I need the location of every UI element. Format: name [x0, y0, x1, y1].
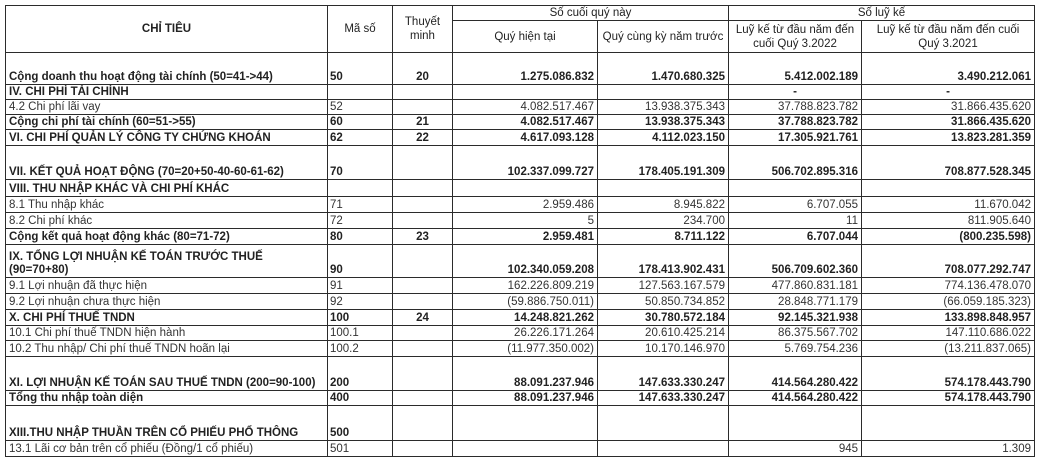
row-cum-2021: 1.309 — [862, 441, 1035, 457]
row-cum-2021: 811.905.640 — [862, 213, 1035, 229]
header-quarter-prev: Quý cùng kỳ năm trước — [598, 21, 729, 53]
row-cum-2022 — [729, 180, 862, 197]
row-cum-2021 — [862, 406, 1035, 441]
row-label: 9.2 Lợi nhuận chưa thực hiện — [6, 294, 328, 310]
table-row — [6, 130, 1035, 146]
row-quarter-current: (11.977.350.002) — [453, 341, 598, 357]
row-quarter-prev: 13.938.375.343 — [598, 100, 729, 115]
row-quarter-prev: 178.405.191.309 — [598, 146, 729, 180]
header-group-cumulative: Số luỹ kế — [729, 6, 1035, 21]
row-quarter-current: 14.248.821.262 — [453, 310, 598, 326]
row-quarter-prev: 4.112.023.150 — [598, 130, 729, 146]
row-code: 62 — [328, 130, 393, 146]
row-note: 23 — [393, 229, 453, 245]
table-row — [6, 341, 1035, 357]
row-code: 400 — [328, 391, 393, 406]
row-quarter-prev — [598, 406, 729, 441]
row-quarter-current: 2.959.486 — [453, 197, 598, 213]
row-cum-2022: 414.564.280.422 — [729, 357, 862, 391]
row-cum-2021: 708.077.292.747 — [862, 245, 1035, 278]
row-note: 24 — [393, 310, 453, 326]
row-quarter-current — [453, 85, 598, 100]
row-quarter-current — [453, 441, 598, 457]
row-label: VIII. THU NHẬP KHÁC VÀ CHI PHÍ KHÁC — [6, 180, 328, 197]
row-cum-2022: 945 — [729, 441, 862, 457]
row-label: X. CHI PHÍ THUẾ TNDN — [6, 310, 328, 326]
row-note — [393, 180, 453, 197]
row-code: 501 — [328, 441, 393, 457]
row-quarter-prev — [598, 180, 729, 197]
row-label: XI. LỢI NHUẬN KẾ TOÁN SAU THUẾ TNDN (200=90-100) — [6, 357, 328, 391]
row-cum-2022: 506.702.895.316 — [729, 146, 862, 180]
row-label: VII. KẾT QUẢ HOẠT ĐỘNG (70=20+50-40-60-61-62) — [6, 146, 328, 180]
row-label: 10.1 Chi phí thuế TNDN hiện hành — [6, 326, 328, 341]
row-quarter-current: 88.091.237.946 — [453, 357, 598, 391]
row-label: Cộng chi phí tài chính (60=51->55) — [6, 115, 328, 130]
row-quarter-current: 2.959.481 — [453, 229, 598, 245]
row-code: 500 — [328, 406, 393, 441]
row-quarter-current: 4.082.517.467 — [453, 115, 598, 130]
row-code: 72 — [328, 213, 393, 229]
row-quarter-current: 1.275.086.832 — [453, 53, 598, 85]
row-quarter-current: 102.337.099.727 — [453, 146, 598, 180]
row-cum-2022: 6.707.044 — [729, 229, 862, 245]
table-row — [6, 85, 1035, 100]
income-statement — [5, 5, 1035, 457]
row-cum-2022: 477.860.831.181 — [729, 278, 862, 294]
table-row — [6, 115, 1035, 130]
row-quarter-current: 5 — [453, 213, 598, 229]
row-quarter-prev: 8.945.822 — [598, 197, 729, 213]
row-cum-2021: 11.670.042 — [862, 197, 1035, 213]
table-body — [6, 53, 1035, 457]
row-cum-2021: 147.110.686.022 — [862, 326, 1035, 341]
row-note: 22 — [393, 130, 453, 146]
row-quarter-prev: 178.413.902.431 — [598, 245, 729, 278]
table-row — [6, 310, 1035, 326]
header-ma-so: Mã số — [328, 6, 393, 53]
table-row — [6, 326, 1035, 341]
row-note — [393, 391, 453, 406]
row-label: Tổng thu nhập toàn diện — [6, 391, 328, 406]
row-cum-2021: 31.866.435.620 — [862, 100, 1035, 115]
row-quarter-prev: 234.700 — [598, 213, 729, 229]
row-code: 52 — [328, 100, 393, 115]
row-quarter-current: (59.886.750.011) — [453, 294, 598, 310]
row-cum-2021: 574.178.443.790 — [862, 391, 1035, 406]
table-row — [6, 53, 1035, 85]
row-label: Cộng doanh thu hoạt động tài chính (50=41->44) — [6, 53, 328, 85]
row-cum-2021: - — [862, 85, 1035, 100]
row-quarter-prev: 147.633.330.247 — [598, 391, 729, 406]
row-label: 8.2 Chi phí khác — [6, 213, 328, 229]
row-quarter-current: 4.082.517.467 — [453, 100, 598, 115]
row-cum-2022: 92.145.321.938 — [729, 310, 862, 326]
row-label: 13.1 Lãi cơ bản trên cổ phiếu (Đồng/1 cổ phiếu) — [6, 441, 328, 457]
row-note — [393, 197, 453, 213]
row-cum-2022: 5.769.754.236 — [729, 341, 862, 357]
row-cum-2021: 13.823.281.359 — [862, 130, 1035, 146]
header-thuyet-minh: Thuyết minh — [393, 6, 453, 53]
row-code: 90 — [328, 245, 393, 278]
row-code: 100.1 — [328, 326, 393, 341]
row-note — [393, 341, 453, 357]
row-label: IV. CHI PHÍ TÀI CHÍNH — [6, 85, 328, 100]
row-cum-2022: 414.564.280.422 — [729, 391, 862, 406]
row-code: 80 — [328, 229, 393, 245]
row-code: 100.2 — [328, 341, 393, 357]
row-cum-2021: 31.866.435.620 — [862, 115, 1035, 130]
row-note — [393, 85, 453, 100]
row-cum-2022: 5.412.002.189 — [729, 53, 862, 85]
row-quarter-prev: 50.850.734.852 — [598, 294, 729, 310]
row-code: 100 — [328, 310, 393, 326]
row-cum-2022 — [729, 406, 862, 441]
row-code: 200 — [328, 357, 393, 391]
header-quarter-current: Quý hiện tại — [453, 21, 598, 53]
row-code — [328, 85, 393, 100]
header-row-1 — [6, 6, 1035, 21]
row-cum-2022: 28.848.771.179 — [729, 294, 862, 310]
income-statement-table — [5, 5, 1035, 457]
row-note: 21 — [393, 115, 453, 130]
table-row — [6, 357, 1035, 391]
row-quarter-prev: 8.711.122 — [598, 229, 729, 245]
row-label: VI. CHI PHÍ QUẢN LÝ CÔNG TY CHỨNG KHOÁN — [6, 130, 328, 146]
table-row — [6, 180, 1035, 197]
header-chi-tieu: CHỈ TIÊU — [6, 6, 328, 53]
row-cum-2021: (800.235.598) — [862, 229, 1035, 245]
row-quarter-current: 88.091.237.946 — [453, 391, 598, 406]
row-note — [393, 441, 453, 457]
row-quarter-current: 4.617.093.128 — [453, 130, 598, 146]
row-note — [393, 213, 453, 229]
table-row — [6, 406, 1035, 441]
row-quarter-current: 26.226.171.264 — [453, 326, 598, 341]
row-cum-2022: 6.707.055 — [729, 197, 862, 213]
row-note — [393, 278, 453, 294]
row-cum-2022: 86.375.567.702 — [729, 326, 862, 341]
table-row — [6, 391, 1035, 406]
row-quarter-prev: 20.610.425.214 — [598, 326, 729, 341]
row-quarter-prev: 127.563.167.579 — [598, 278, 729, 294]
table-row — [6, 245, 1035, 278]
row-code: 71 — [328, 197, 393, 213]
row-quarter-prev: 147.633.330.247 — [598, 357, 729, 391]
row-cum-2021: 3.490.212.061 — [862, 53, 1035, 85]
row-quarter-current: 162.226.809.219 — [453, 278, 598, 294]
row-cum-2022: - — [729, 85, 862, 100]
row-note — [393, 100, 453, 115]
row-code: 92 — [328, 294, 393, 310]
row-code: 50 — [328, 53, 393, 85]
row-note — [393, 245, 453, 278]
row-cum-2021: (66.059.185.323) — [862, 294, 1035, 310]
row-quarter-prev: 13.938.375.343 — [598, 115, 729, 130]
row-code: 60 — [328, 115, 393, 130]
row-quarter-prev: 30.780.572.184 — [598, 310, 729, 326]
row-quarter-prev — [598, 85, 729, 100]
row-cum-2021: 708.877.528.345 — [862, 146, 1035, 180]
row-cum-2022: 11 — [729, 213, 862, 229]
row-cum-2021: 574.178.443.790 — [862, 357, 1035, 391]
row-label: IX. TỔNG LỢI NHUẬN KẾ TOÁN TRƯỚC THUẾ (90=70+80) — [6, 245, 328, 278]
row-note — [393, 146, 453, 180]
row-code: 91 — [328, 278, 393, 294]
row-cum-2021 — [862, 180, 1035, 197]
row-quarter-prev — [598, 441, 729, 457]
row-cum-2021: 774.136.478.070 — [862, 278, 1035, 294]
row-cum-2022: 37.788.823.782 — [729, 100, 862, 115]
row-quarter-prev: 10.170.146.970 — [598, 341, 729, 357]
row-cum-2021: (13.211.837.065) — [862, 341, 1035, 357]
row-cum-2022: 506.709.602.360 — [729, 245, 862, 278]
table-row — [6, 213, 1035, 229]
row-code — [328, 180, 393, 197]
row-note — [393, 357, 453, 391]
row-quarter-current — [453, 180, 598, 197]
header-cum-2021: Luỹ kế từ đầu năm đến cuối Quý 3.2021 — [862, 21, 1035, 53]
row-quarter-prev: 1.470.680.325 — [598, 53, 729, 85]
row-note — [393, 406, 453, 441]
table-row — [6, 146, 1035, 180]
row-label: 8.1 Thu nhập khác — [6, 197, 328, 213]
table-row — [6, 229, 1035, 245]
row-label: Cộng kết quả hoạt động khác (80=71-72) — [6, 229, 328, 245]
row-cum-2022: 17.305.921.761 — [729, 130, 862, 146]
row-code: 70 — [328, 146, 393, 180]
row-note: 20 — [393, 53, 453, 85]
header-group-quarter: Số cuối quý này — [453, 6, 729, 21]
table-row — [6, 441, 1035, 457]
row-note — [393, 326, 453, 341]
row-label: 4.2 Chi phí lãi vay — [6, 100, 328, 115]
row-note — [393, 294, 453, 310]
table-row — [6, 278, 1035, 294]
header-cum-2022: Luỹ kế từ đầu năm đến cuối Quý 3.2022 — [729, 21, 862, 53]
row-cum-2021: 133.898.848.957 — [862, 310, 1035, 326]
row-cum-2022: 37.788.823.782 — [729, 115, 862, 130]
row-quarter-current: 102.340.059.208 — [453, 245, 598, 278]
row-quarter-current — [453, 406, 598, 441]
table-row — [6, 100, 1035, 115]
row-label: XIII.THU NHẬP THUẦN TRÊN CỔ PHIẾU PHỔ THÔNG — [6, 406, 328, 441]
row-label: 10.2 Thu nhập/ Chi phí thuế TNDN hoãn lại — [6, 341, 328, 357]
row-label: 9.1 Lợi nhuận đã thực hiện — [6, 278, 328, 294]
table-row — [6, 197, 1035, 213]
table-row — [6, 294, 1035, 310]
